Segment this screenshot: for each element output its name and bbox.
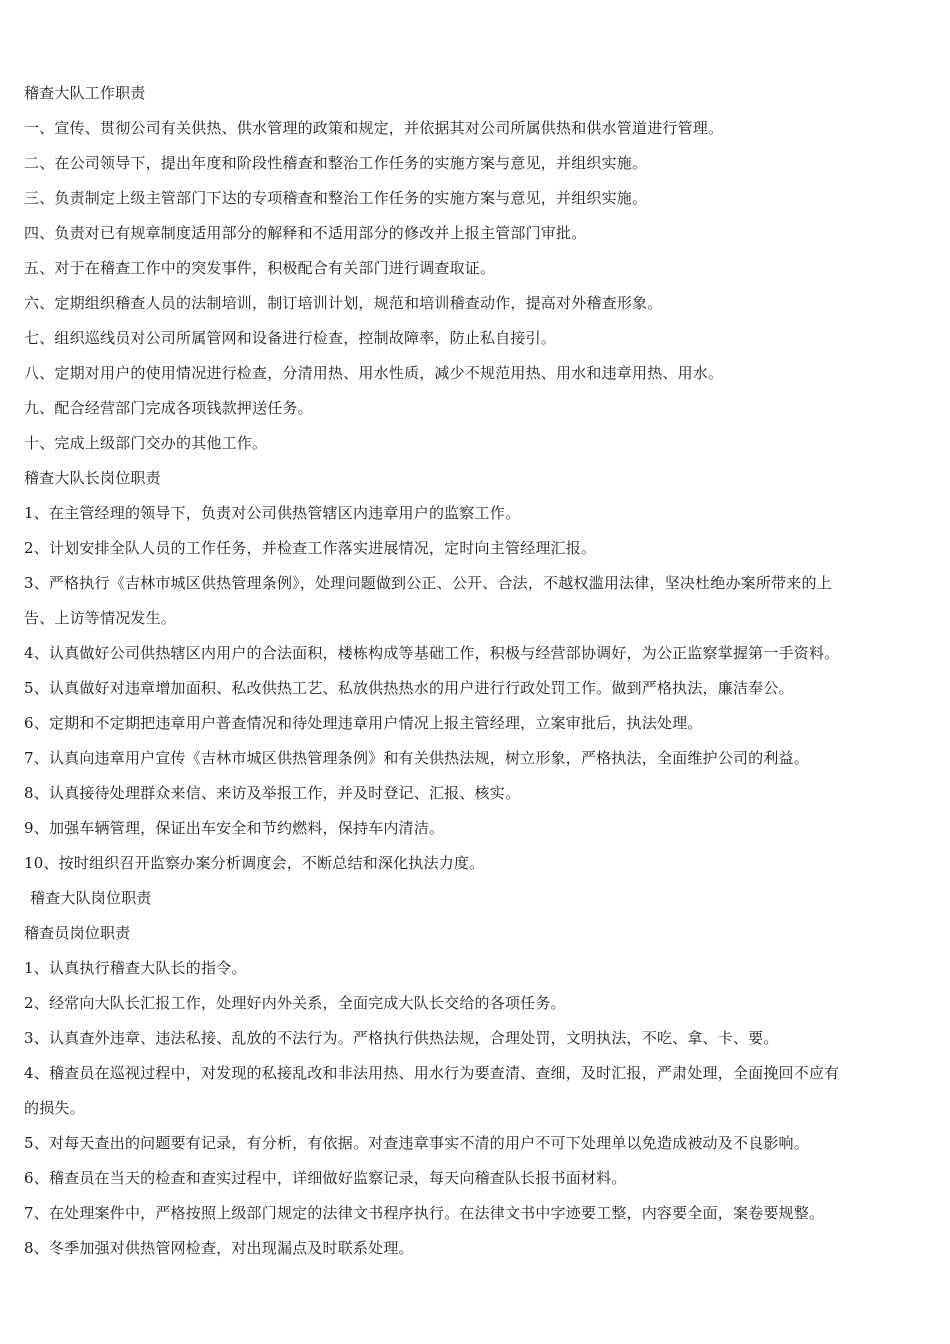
paragraph: 8、认真接待处理群众来信、来访及举报工作，并及时登记、汇报、核实。 — [24, 784, 521, 802]
paragraph: 五、对于在稽查工作中的突发事件，积极配合有关部门进行调查取证。 — [24, 259, 496, 277]
paragraph-continuation: 告、上访等情况发生。 — [24, 609, 177, 627]
paragraph: 四、负责对已有规章制度适用部分的解释和不适用部分的修改并上报主管部门审批。 — [24, 224, 587, 242]
paragraph: 3、严格执行《吉林市城区供热管理条例》，处理问题做到公正、公开、合法，不越权滥用法律，坚决杜绝办案所带来的上 — [24, 574, 832, 592]
paragraph: 9、加强车辆管理，保证出车安全和节约燃料，保持车内清洁。 — [24, 819, 445, 837]
paragraph: 8、冬季加强对供热管网检查，对出现漏点及时联系处理。 — [24, 1239, 414, 1257]
paragraph: 二、在公司领导下，提出年度和阶段性稽查和整治工作任务的实施方案与意见，并组织实施。 — [24, 154, 648, 172]
paragraph: 2、经常向大队长汇报工作，处理好内外关系，全面完成大队长交给的各项任务。 — [24, 994, 566, 1012]
paragraph: 七、组织巡线员对公司所属管网和设备进行检查，控制故障率，防止私自接引。 — [24, 329, 557, 347]
section-title-inspector-duties: 稽查员岗位职责 — [24, 924, 131, 942]
section-title-captain-duties: 稽查大队长岗位职责 — [24, 469, 161, 487]
paragraph: 6、定期和不定期把违章用户普查情况和待处理违章用户情况上报主管经理，立案审批后，执法处理。 — [24, 714, 703, 732]
paragraph: 10、按时组织召开监察办案分析调度会，不断总结和深化执法力度。 — [24, 854, 485, 872]
paragraph: 1、在主管经理的领导下，负责对公司供热管辖区内违章用户的监察工作。 — [24, 504, 521, 522]
paragraph-continuation: 的损失。 — [24, 1099, 85, 1117]
paragraph: 2、计划安排全队人员的工作任务，并检查工作落实进展情况，定时向主管经理汇报。 — [24, 539, 597, 557]
paragraph: 九、配合经营部门完成各项钱款押送任务。 — [24, 399, 313, 417]
paragraph: 3、认真查外违章、违法私接、乱放的不法行为。严格执行供热法规，合理处罚，文明执法，不吃、拿、卡、要。 — [24, 1029, 779, 1047]
paragraph: 4、稽查员在巡视过程中，对发现的私接乱改和非法用热、用水行为要查清、查细，及时汇报，严肃处理，全面挽回不应有 — [24, 1064, 840, 1082]
paragraph: 5、认真做好对违章增加面积、私改供热工艺、私放供热热水的用户进行行政处罚工作。做到严格执法，廉洁奉公。 — [24, 679, 794, 697]
paragraph: 7、认真向违章用户宣传《吉林市城区供热管理条例》和有关供热法规，树立形象，严格执法，全面维护公司的利益。 — [24, 749, 809, 767]
paragraph: 6、稽查员在当天的检查和查实过程中，详细做好监察记录，每天向稽查队长报书面材料。 — [24, 1169, 627, 1187]
paragraph: 十、完成上级部门交办的其他工作。 — [24, 434, 268, 452]
paragraph: 三、负责制定上级主管部门下达的专项稽查和整治工作任务的实施方案与意见，并组织实施。 — [24, 189, 648, 207]
paragraph: 一、宣传、贯彻公司有关供热、供水管理的政策和规定，并依据其对公司所属供热和供水管道进行管理。 — [24, 119, 724, 137]
paragraph: 八、定期对用户的使用情况进行检查，分清用热、用水性质，减少不规范用热、用水和违章用热、用水。 — [24, 364, 724, 382]
paragraph: 4、认真做好公司供热辖区内用户的合法面积，楼栋构成等基础工作，积极与经营部协调好，为公正监察掌握第一手资料。 — [24, 644, 840, 662]
section-title-team-duties: 稽查大队工作职责 — [24, 84, 146, 102]
paragraph: 5、对每天查出的问题要有记录，有分析，有依据。对查违章事实不清的用户不可下处理单以免造成被动及不良影响。 — [24, 1134, 809, 1152]
paragraph: 7、在处理案件中，严格按照上级部门规定的法律文书程序执行。在法律文书中字迹要工整，内容要全面，案卷要规整。 — [24, 1204, 825, 1222]
document-body — [24, 76, 929, 1266]
paragraph: 1、认真执行稽查大队长的指令。 — [24, 959, 247, 977]
section-title-team-post-duties: 稽查大队岗位职责 — [30, 889, 152, 907]
paragraph: 六、定期组织稽查人员的法制培训，制订培训计划，规范和培训稽查动作，提高对外稽查形象。 — [24, 294, 663, 312]
